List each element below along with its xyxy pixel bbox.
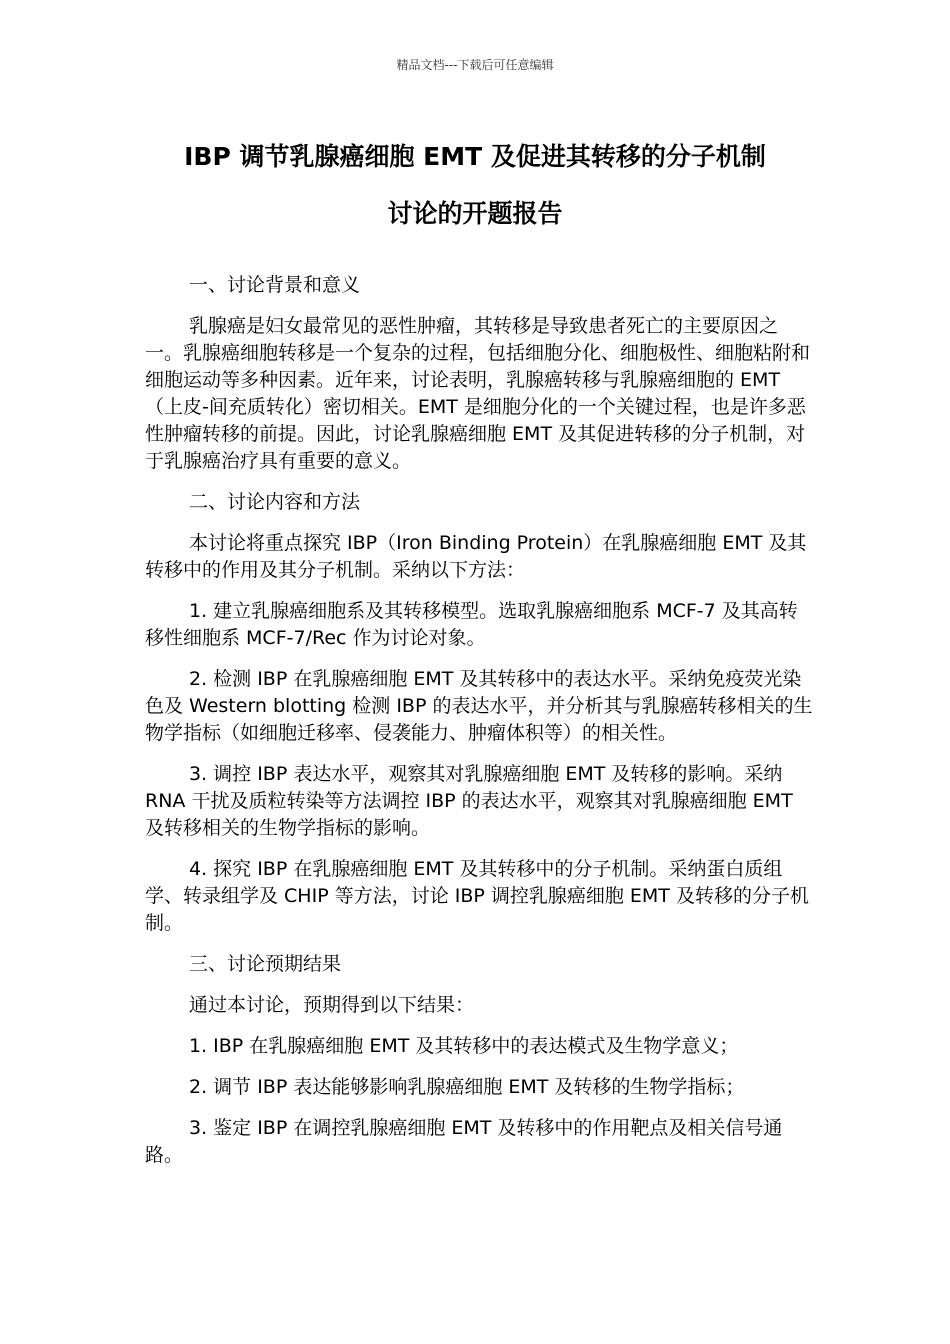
- section-heading-methods: 二、讨论内容和方法: [189, 491, 361, 513]
- document-title-line-1: IBP 调节乳腺癌细胞 EMT 及促进其转移的分子机制: [184, 142, 766, 171]
- page-header-note: 精品文档---下载后可任意编辑: [396, 58, 554, 72]
- paragraph-background: 乳腺癌是妇女最常见的恶性肿瘤，其转移是导致患者死亡的主要原因之一。乳腺癌细胞转移是一个复杂的过程，包括细胞分化、细胞极性、细胞粘附和细胞运动等多种因素。近年来，讨论表明，乳腺癌转移与乳腺癌细胞的 EMT（上皮-间充质转化）密切相关。EMT 是细胞分化的一个关键过程，也是许多恶性肿瘤转移的前提。因此，讨论乳腺癌细胞 EMT 及其促进转移的分子机制，对于乳腺癌治疗具有重要的意义。: [145, 315, 811, 472]
- paragraph-results-intro: 通过本讨论，预期得到以下结果：: [189, 994, 475, 1016]
- method-item-3: 3. 调控 IBP 表达水平，观察其对乳腺癌细胞 EMT 及转移的影响。采纳 RNA 干扰及质粒转染等方法调控 IBP 的表达水平，观察其对乳腺癌细胞 EMT 及转移相关的生物学指标的影响。: [145, 763, 793, 839]
- document-body: [145, 272, 815, 1183]
- document-title-line-2: 讨论的开题报告: [387, 199, 563, 228]
- result-item-2: 2. 调节 IBP 表达能够影响乳腺癌细胞 EMT 及转移的生物学指标；: [189, 1076, 745, 1098]
- paragraph-methods-intro: 本讨论将重点探究 IBP（Iron Binding Protein）在乳腺癌细胞 EMT 及其转移中的作用及其分子机制。采纳以下方法：: [145, 532, 807, 581]
- section-heading-results: 三、讨论预期结果: [189, 953, 342, 975]
- result-item-1: 1. IBP 在乳腺癌细胞 EMT 及其转移中的表达模式及生物学意义；: [189, 1035, 739, 1057]
- method-item-2: 2. 检测 IBP 在乳腺癌细胞 EMT 及其转移中的表达水平。采纳免疫荧光染色及 Western blotting 检测 IBP 的表达水平，并分析其与乳腺癌转移相关的生物学指标（如细胞迁移率、侵袭能力、肿瘤体积等）的相关性。: [145, 668, 813, 744]
- result-item-3: 3. 鉴定 IBP 在调控乳腺癌细胞 EMT 及转移中的作用靶点及相关信号通路。: [145, 1117, 783, 1166]
- section-heading-background: 一、讨论背景和意义: [189, 274, 361, 296]
- method-item-4: 4. 探究 IBP 在乳腺癌细胞 EMT 及其转移中的分子机制。采纳蛋白质组学、转录组学及 CHIP 等方法，讨论 IBP 调控乳腺癌细胞 EMT 及转移的分子机制。: [145, 858, 809, 934]
- method-item-1: 1. 建立乳腺癌细胞系及其转移模型。选取乳腺癌细胞系 MCF-7 及其高转移性细胞系 MCF-7/Rec 作为讨论对象。: [145, 600, 798, 649]
